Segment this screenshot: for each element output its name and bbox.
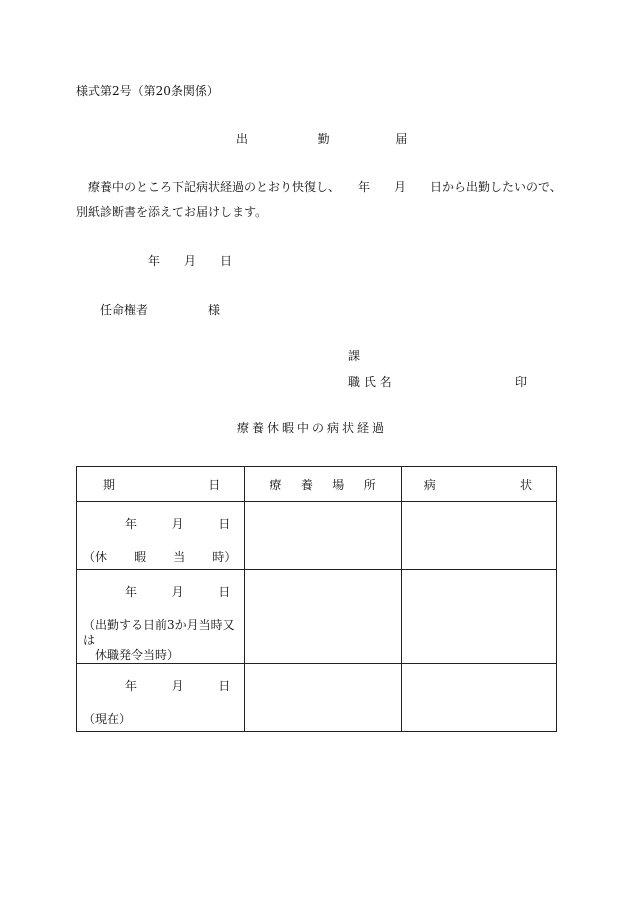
header-period-char: 日 xyxy=(208,477,221,492)
illness-record-table xyxy=(76,466,557,732)
note-part: 時） xyxy=(212,550,237,564)
year-label: 年 xyxy=(125,679,138,693)
table-header-row xyxy=(77,467,557,502)
day-label: 日 xyxy=(218,517,231,531)
month-label: 月 xyxy=(171,679,184,693)
note-part: 暇 xyxy=(134,550,147,564)
record-subtitle: 療養休暇中の病状経過 xyxy=(237,421,388,435)
applicant-section: 課 xyxy=(348,349,361,363)
month-label: 月 xyxy=(171,517,184,531)
note-line-1: （出勤する日前3か月当時又は xyxy=(83,618,235,647)
period-cell-leave-start xyxy=(77,502,245,570)
header-place xyxy=(245,467,401,502)
body-line-2: 別紙診断書を添えてお届けします。 xyxy=(76,205,268,219)
document-title xyxy=(236,133,407,145)
month-label: 月 xyxy=(171,585,184,599)
title-char-3: 届 xyxy=(395,132,408,146)
header-condition-char: 状 xyxy=(519,477,532,492)
condition-cell[interactable] xyxy=(401,502,556,570)
note-part: （休 xyxy=(83,550,108,564)
place-cell[interactable] xyxy=(245,502,401,570)
condition-cell[interactable] xyxy=(401,570,556,664)
table-row xyxy=(77,570,557,664)
place-cell[interactable] xyxy=(245,570,401,664)
header-place-char: 養 xyxy=(300,477,313,492)
title-char-1: 出 xyxy=(236,132,249,146)
period-cell-current xyxy=(77,664,245,732)
condition-cell[interactable] xyxy=(401,664,556,732)
day-label: 日 xyxy=(218,585,231,599)
table-row xyxy=(77,664,557,732)
year-label: 年 xyxy=(125,585,138,599)
header-period-char: 期 xyxy=(103,477,116,492)
day-label: 日 xyxy=(218,679,231,693)
title-char-2: 勤 xyxy=(317,132,330,146)
header-place-char: 療 xyxy=(269,477,282,492)
seal-mark: 印 xyxy=(515,375,528,389)
header-period xyxy=(77,467,245,502)
form-number: 様式第2号（第20条関係） xyxy=(76,84,219,98)
applicant-name-label: 職 氏 名 xyxy=(348,375,392,389)
note-line-2: 休職発令当時） xyxy=(83,648,180,662)
header-place-char: 場 xyxy=(332,477,345,492)
year-label: 年 xyxy=(125,517,138,531)
header-condition-char: 病 xyxy=(423,477,436,492)
note-part: 当 xyxy=(173,550,186,564)
place-cell[interactable] xyxy=(245,664,401,732)
appointing-authority: 任命権者 様 xyxy=(100,303,221,317)
body-line-1: 療養中のところ下記病状経過のとおり快復し、 年 月 日から出勤したいので、 xyxy=(88,180,562,194)
table-row xyxy=(77,502,557,570)
submission-date: 年 月 日 xyxy=(148,254,233,268)
period-cell-three-months xyxy=(77,570,245,664)
header-condition xyxy=(401,467,556,502)
header-place-char: 所 xyxy=(363,477,376,492)
note-current: （現在） xyxy=(83,712,132,726)
